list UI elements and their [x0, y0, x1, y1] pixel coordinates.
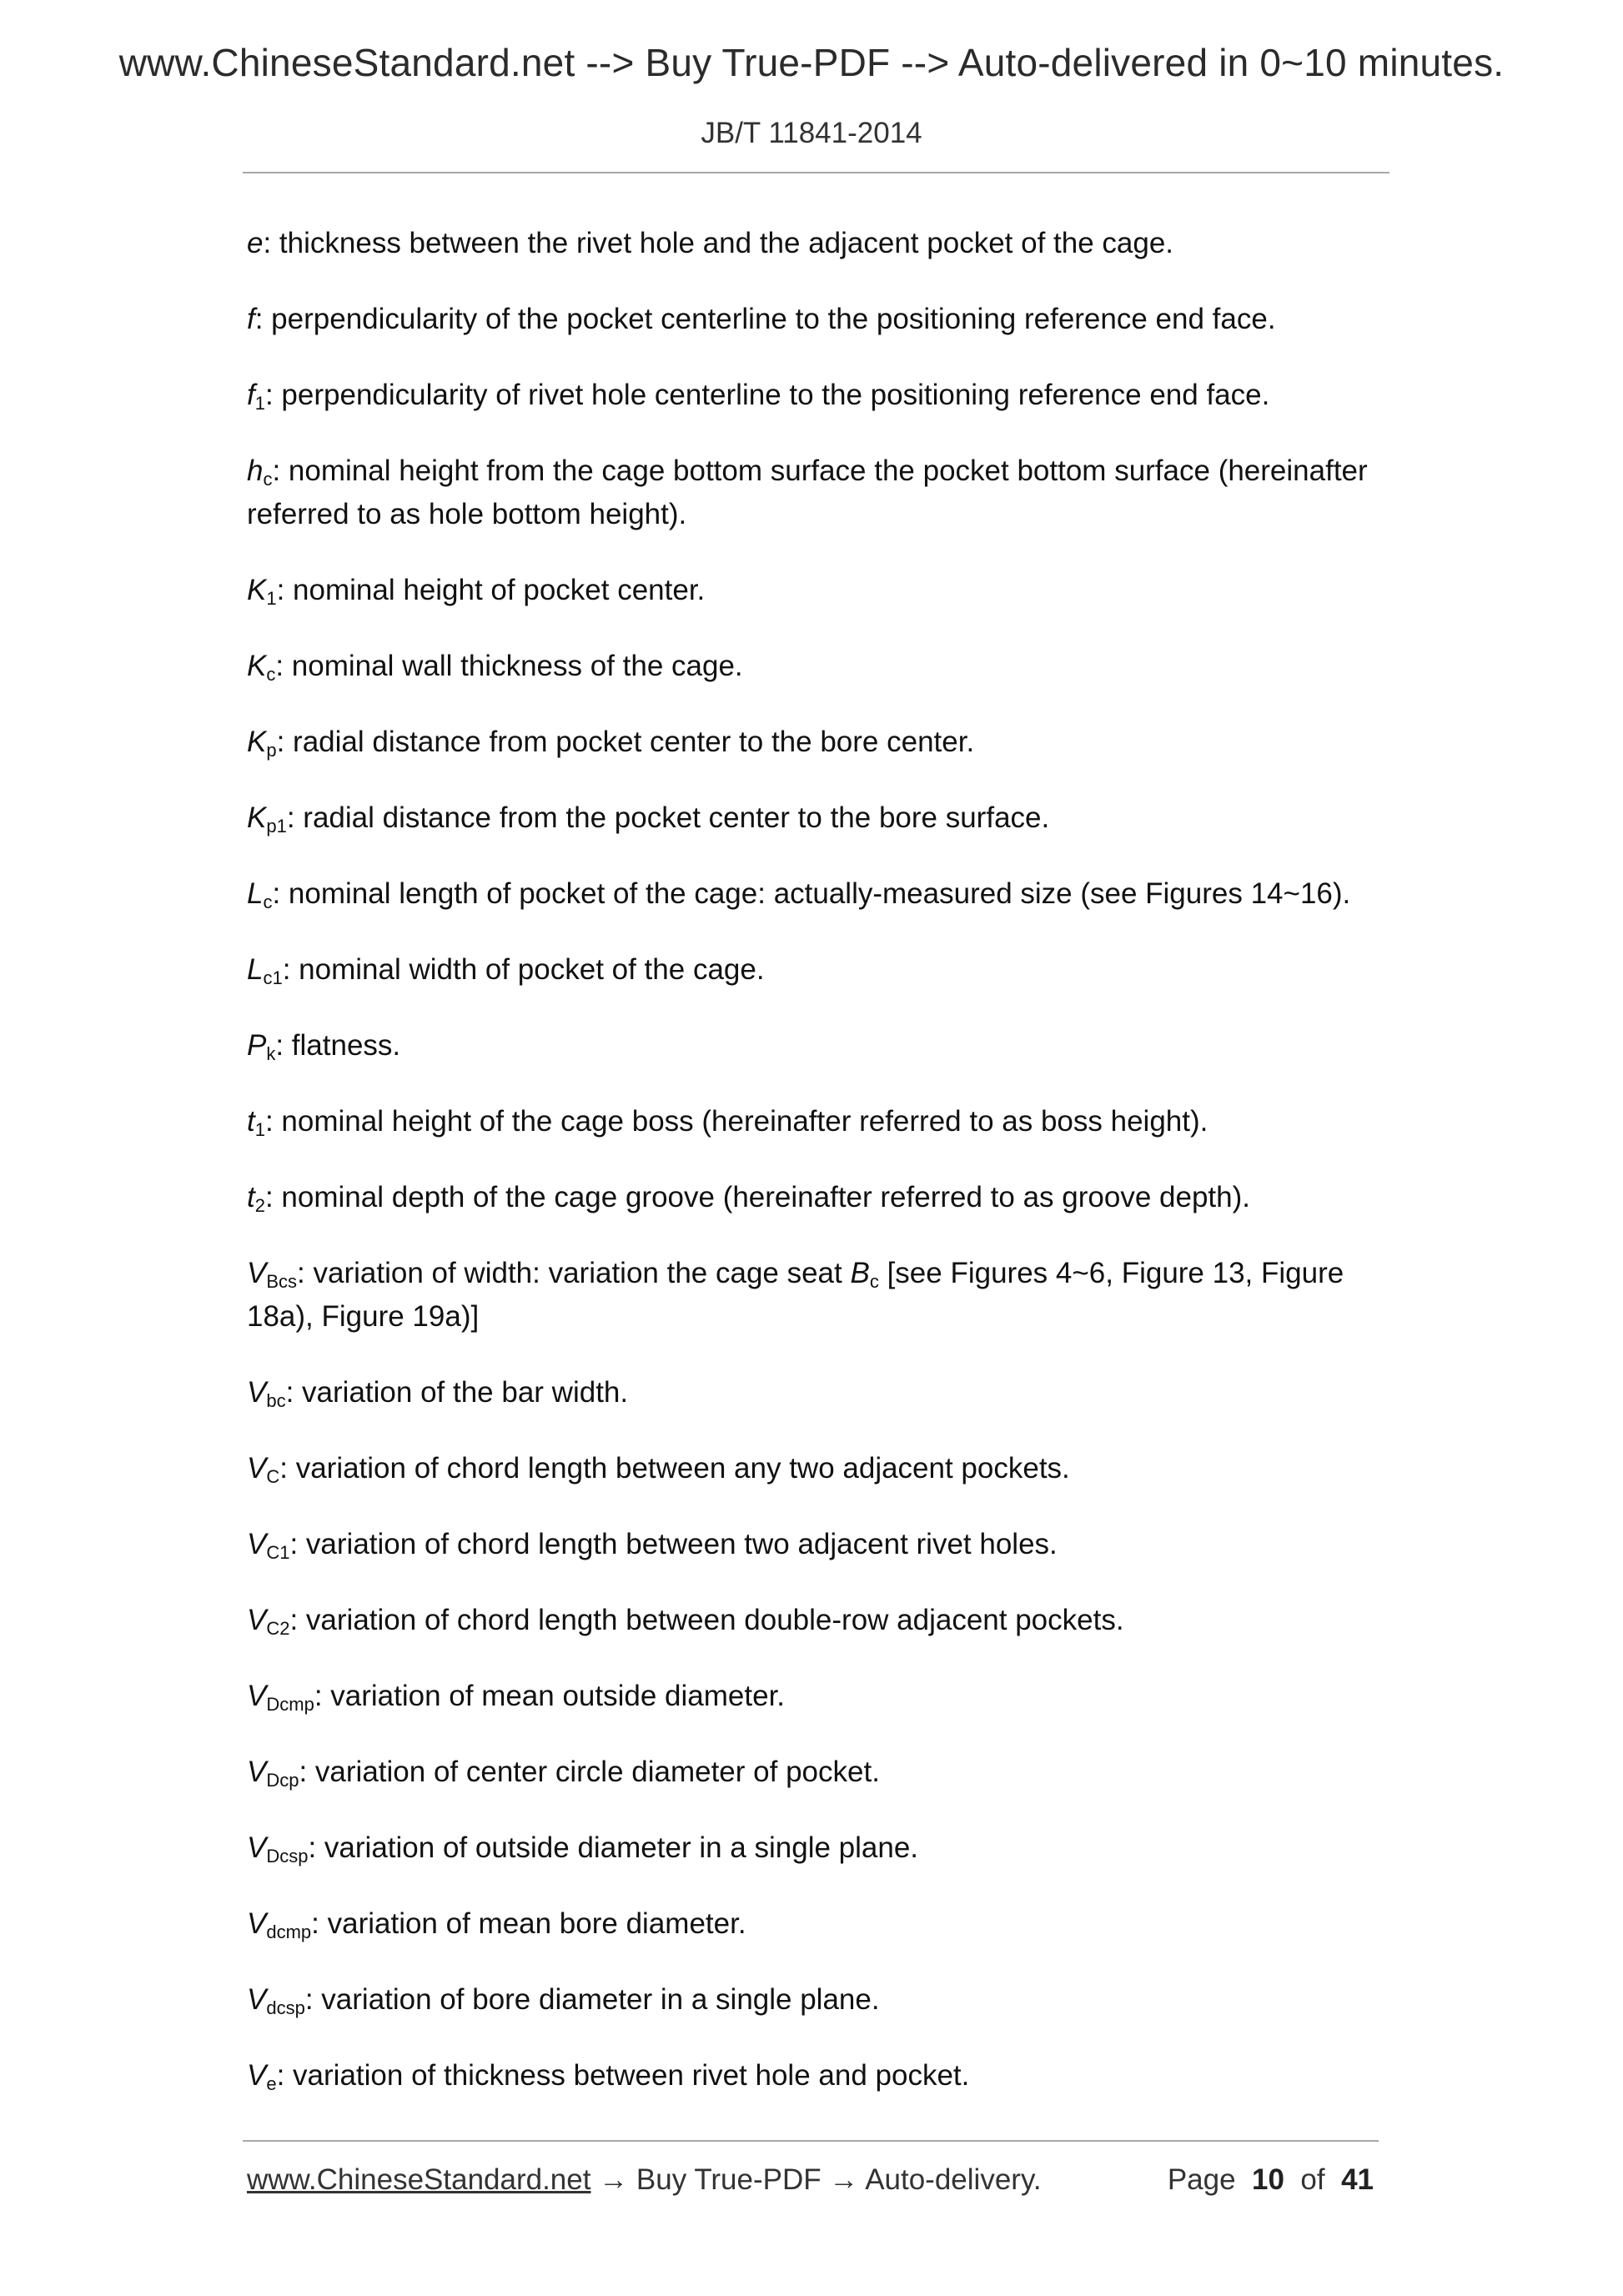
footer-divider — [243, 2140, 1379, 2142]
definition-text: : perpendicularity of rivet hole centerline to the positioning reference end face. — [264, 379, 1270, 411]
subscript: c — [266, 664, 276, 685]
definition-item — [247, 721, 1389, 764]
definition-item — [247, 1902, 1389, 1946]
definition-text: : variation of chord length between two adjacent rivet holes. — [289, 1528, 1058, 1560]
definition-text: : variation of mean bore diameter. — [311, 1907, 746, 1940]
subscript: c — [869, 1271, 879, 1292]
subscript: k — [266, 1043, 276, 1064]
symbol: h — [247, 455, 264, 487]
definition-text: : nominal height of the cage boss (hereinafter referred to as boss height). — [264, 1105, 1208, 1138]
symbol: P — [247, 1029, 267, 1062]
subscript: p1 — [266, 816, 287, 837]
symbol: V — [247, 1376, 267, 1409]
definition-item — [247, 1371, 1389, 1414]
subscript: c — [263, 469, 273, 490]
definition-item — [247, 1751, 1389, 1794]
definition-text: : nominal width of pocket of the cage. — [282, 953, 765, 986]
definition-item — [247, 2054, 1389, 2098]
symbol: V — [247, 1528, 267, 1560]
subscript: p — [266, 740, 277, 761]
symbol: V — [247, 1983, 267, 2016]
definition-text: : variation of the bar width. — [285, 1376, 629, 1409]
definition-text: : variation of bore diameter in a single plane. — [304, 1983, 880, 2016]
top-banner: www.ChineseStandard.net --> Buy True-PDF --> Auto-delivered in 0~10 minutes. — [118, 41, 1505, 84]
subscript: C — [266, 1466, 280, 1487]
definition-text: : radial distance from pocket center to the bore center. — [276, 726, 975, 758]
symbol: t — [247, 1105, 255, 1138]
symbol: K — [247, 801, 267, 834]
definition-text: : variation of chord length between any two adjacent pockets. — [279, 1452, 1070, 1485]
symbol: K — [247, 650, 267, 682]
subscript: c1 — [263, 967, 283, 988]
subscript: Dcmp — [266, 1694, 314, 1715]
definition-item — [247, 1826, 1389, 1870]
definition-text: : variation of center circle diameter of pocket. — [299, 1756, 880, 1788]
subscript: 2 — [254, 1195, 265, 1216]
definition-item — [247, 298, 1389, 341]
definition-text: : variation of chord length between double-row adjacent pockets. — [289, 1604, 1124, 1636]
definition-item — [247, 796, 1389, 840]
definition-item — [247, 450, 1389, 536]
total-pages: 41 — [1341, 2163, 1374, 2196]
arrow-right-icon: → — [821, 2163, 866, 2196]
definition-text: : nominal wall thickness of the cage. — [275, 650, 743, 682]
definition-item — [247, 222, 1389, 265]
page-indicator — [1168, 2163, 1374, 2197]
subscript: dcsp — [266, 1997, 305, 2018]
definition-text: : nominal length of pocket of the cage: actually-measured size (see Figures 14~16). — [272, 877, 1351, 910]
subscript: Dcsp — [266, 1846, 309, 1866]
definition-item — [247, 1978, 1389, 2022]
symbol: K — [247, 726, 267, 758]
symbol: L — [247, 953, 264, 986]
footer-site-link[interactable]: www.ChineseStandard.net — [247, 2163, 591, 2196]
definition-item — [247, 374, 1389, 417]
symbol: f — [247, 379, 255, 411]
definition-item — [247, 1523, 1389, 1566]
definitions-list — [247, 222, 1389, 2130]
subscript: bc — [266, 1390, 286, 1411]
symbol: K — [247, 574, 267, 606]
definition-item — [247, 1100, 1389, 1143]
subscript: 1 — [254, 393, 265, 414]
page-number: 10 — [1252, 2163, 1284, 2196]
header-divider — [243, 172, 1389, 173]
definition-text: : perpendicularity of the pocket centerline to the positioning reference end face. — [254, 303, 1276, 335]
definition-item — [247, 645, 1389, 688]
subscript: C1 — [266, 1542, 290, 1563]
subscript: C2 — [266, 1618, 290, 1639]
subscript: 1 — [254, 1119, 265, 1140]
symbol: V — [247, 1257, 267, 1289]
definition-text: : thickness between the rivet hole and the adjacent pocket of the cage. — [263, 227, 1174, 259]
footer-promo — [247, 2163, 1042, 2197]
symbol: t — [247, 1181, 255, 1213]
symbol: V — [247, 1831, 267, 1864]
definition-text: : radial distance from the pocket center to the bore surface. — [286, 801, 1050, 834]
subscript: dcmp — [266, 1922, 312, 1942]
definition-text: : variation of mean outside diameter. — [314, 1680, 786, 1712]
definition-text: : nominal depth of the cage groove (hereinafter referred to as groove depth). — [264, 1181, 1250, 1213]
symbol: V — [247, 1680, 267, 1712]
definition-item — [247, 569, 1389, 612]
symbol: f — [247, 303, 255, 335]
symbol: V — [247, 1756, 267, 1788]
footer-delivery-text: Auto-delivery. — [865, 2163, 1042, 2196]
subscript: e — [266, 2073, 277, 2094]
subscript: Dcp — [266, 1770, 299, 1791]
definition-text: : variation of thickness between rivet hole and pocket. — [276, 2059, 970, 2092]
subscript: 1 — [266, 588, 277, 609]
definition-text: : nominal height from the cage bottom surface the pocket bottom surface (hereinafter referred to as hole bottom height). — [247, 455, 1368, 530]
definition-item — [247, 1447, 1389, 1490]
definition-text: [see Figures 4~6, Figure 13, Figure 18a), Figure 19a)] — [247, 1257, 1344, 1333]
definition-item — [247, 948, 1389, 992]
symbol: V — [247, 1907, 267, 1940]
definition-item — [247, 1024, 1389, 1068]
symbol: e — [247, 227, 264, 259]
definition-item — [247, 1675, 1389, 1718]
definition-text: : flatness. — [275, 1029, 401, 1062]
symbol: V — [247, 1604, 267, 1636]
of-label: of — [1300, 2163, 1325, 2196]
symbol: V — [247, 1452, 267, 1485]
subscript: Bcs — [266, 1271, 298, 1292]
footer-buy-text: Buy True-PDF — [636, 2163, 822, 2196]
arrow-right-icon: → — [590, 2163, 636, 2196]
document-code: JB/T 11841-2014 — [701, 117, 922, 149]
symbol: V — [247, 2059, 267, 2092]
definition-item — [247, 1599, 1389, 1642]
definition-item — [247, 872, 1389, 916]
definition-text: : variation of width: variation the cage seat — [297, 1257, 851, 1289]
definition-item — [247, 1176, 1389, 1219]
subscript: c — [263, 892, 273, 912]
symbol: L — [247, 877, 264, 910]
definition-text: : nominal height of pocket center. — [276, 574, 706, 606]
definition-item — [247, 1252, 1389, 1339]
definition-text: : variation of outside diameter in a single plane. — [308, 1831, 919, 1864]
symbol: B — [850, 1257, 870, 1289]
page-label: Page — [1167, 2163, 1236, 2196]
